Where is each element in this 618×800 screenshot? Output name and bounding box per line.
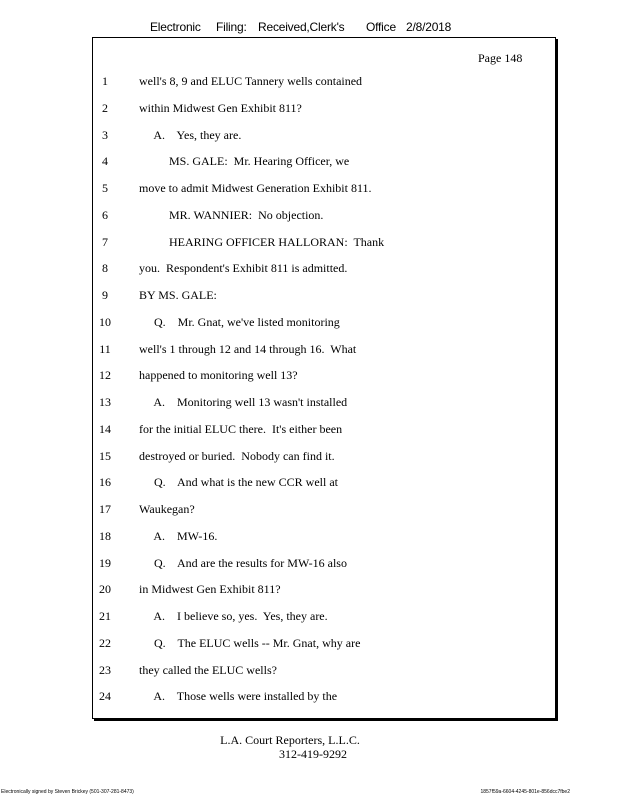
transcript-line <box>0 367 556 383</box>
filing-header <box>0 20 618 36</box>
line-text: A. Monitoring well 13 wasn't installed <box>139 395 348 409</box>
line-text: within Midwest Gen Exhibit 811? <box>139 100 302 115</box>
line-number: 20 <box>99 582 111 597</box>
line-number: 7 <box>102 234 108 249</box>
line-number: 1 <box>102 74 108 88</box>
line-number: 8 <box>102 261 108 276</box>
page-number: Page 148 <box>478 51 523 65</box>
line-number: 9 <box>102 288 108 302</box>
line-number: 3 <box>102 127 108 142</box>
transcript-line <box>0 287 556 303</box>
line-number: 4 <box>102 154 108 169</box>
line-number: 16 <box>99 475 111 490</box>
transcript-line <box>0 555 556 571</box>
signature-right: 1857f59a-6604-4245-801e-856dcc7fbe2 <box>480 789 570 795</box>
line-number: 13 <box>99 395 111 409</box>
transcript-line <box>0 474 556 490</box>
header-electronic: Electronic <box>150 20 201 34</box>
transcript-line <box>0 394 556 410</box>
transcript-line <box>0 207 556 223</box>
transcript-line <box>0 260 556 276</box>
line-text: Q. The ELUC wells -- Mr. Gnat, why are <box>139 635 361 650</box>
line-number: 12 <box>99 368 111 383</box>
header-filing: Filing: <box>216 20 247 34</box>
line-text: happened to monitoring well 13? <box>139 368 298 383</box>
line-number: 23 <box>99 662 111 677</box>
line-number: 18 <box>99 528 111 543</box>
line-number: 15 <box>99 448 111 463</box>
line-number: 21 <box>99 609 111 623</box>
line-number: 11 <box>99 341 111 356</box>
line-text: A. Those wells were installed by the <box>139 689 338 704</box>
transcript-line <box>0 234 556 250</box>
transcript-line <box>0 528 556 544</box>
line-text: well's 1 through 12 and 14 through 16. What <box>139 341 357 356</box>
line-text: Q. Mr. Gnat, we've listed monitoring <box>139 314 340 329</box>
line-number: 5 <box>102 181 108 195</box>
line-text: MS. GALE: Mr. Hearing Officer, we <box>139 154 350 169</box>
line-number: 22 <box>99 635 111 650</box>
transcript-line <box>0 688 556 704</box>
line-text: A. Yes, they are. <box>139 127 242 142</box>
line-text: A. I believe so, yes. Yes, they are. <box>139 609 328 623</box>
transcript-line <box>0 662 556 678</box>
line-number: 17 <box>99 502 111 516</box>
transcript-line <box>0 100 556 116</box>
line-text: MR. WANNIER: No objection. <box>139 207 324 222</box>
transcript-line <box>0 73 556 89</box>
transcript-line <box>0 421 556 437</box>
transcript-line <box>0 635 556 651</box>
footer-company: L.A. Court Reporters, L.L.C. <box>220 733 360 747</box>
line-number: 2 <box>102 100 108 115</box>
signature-left: Electronically signed by Steven Brickey (501-307-281-8473) <box>1 789 134 795</box>
line-text: Waukegan? <box>139 502 195 516</box>
line-text: well's 8, 9 and ELUC Tannery wells contained <box>139 74 363 88</box>
line-text: BY MS. GALE: <box>139 288 217 302</box>
transcript-line <box>0 501 556 517</box>
transcript-line <box>0 608 556 624</box>
line-number: 24 <box>99 689 111 704</box>
line-text: you. Respondent's Exhibit 811 is admitted. <box>139 261 348 276</box>
transcript-line <box>0 153 556 169</box>
header-received: Received,Clerk's <box>258 20 345 34</box>
transcript-line <box>0 341 556 357</box>
line-text: A. MW-16. <box>139 528 218 543</box>
line-text: in Midwest Gen Exhibit 811? <box>139 582 281 597</box>
line-text: HEARING OFFICER HALLORAN: Thank <box>139 234 385 249</box>
footer-phone: 312-419-9292 <box>279 747 347 761</box>
line-text: Q. And are the results for MW-16 also <box>139 555 347 570</box>
line-text: destroyed or buried. Nobody can find it. <box>139 448 335 463</box>
line-text: Q. And what is the new CCR well at <box>139 475 338 490</box>
line-number: 10 <box>99 314 111 329</box>
transcript-line <box>0 127 556 143</box>
line-text: move to admit Midwest Generation Exhibit 811. <box>139 181 372 195</box>
line-number: 14 <box>99 421 111 436</box>
transcript-line <box>0 448 556 464</box>
line-number: 6 <box>102 207 108 222</box>
transcript-line <box>0 581 556 597</box>
header-date: 2/8/2018 <box>406 20 452 34</box>
line-text: they called the ELUC wells? <box>139 662 277 677</box>
transcript-line <box>0 180 556 196</box>
line-number: 19 <box>99 555 111 570</box>
transcript-line <box>0 314 556 330</box>
header-office: Office <box>366 20 396 34</box>
line-text: for the initial ELUC there. It's either been <box>139 421 343 436</box>
